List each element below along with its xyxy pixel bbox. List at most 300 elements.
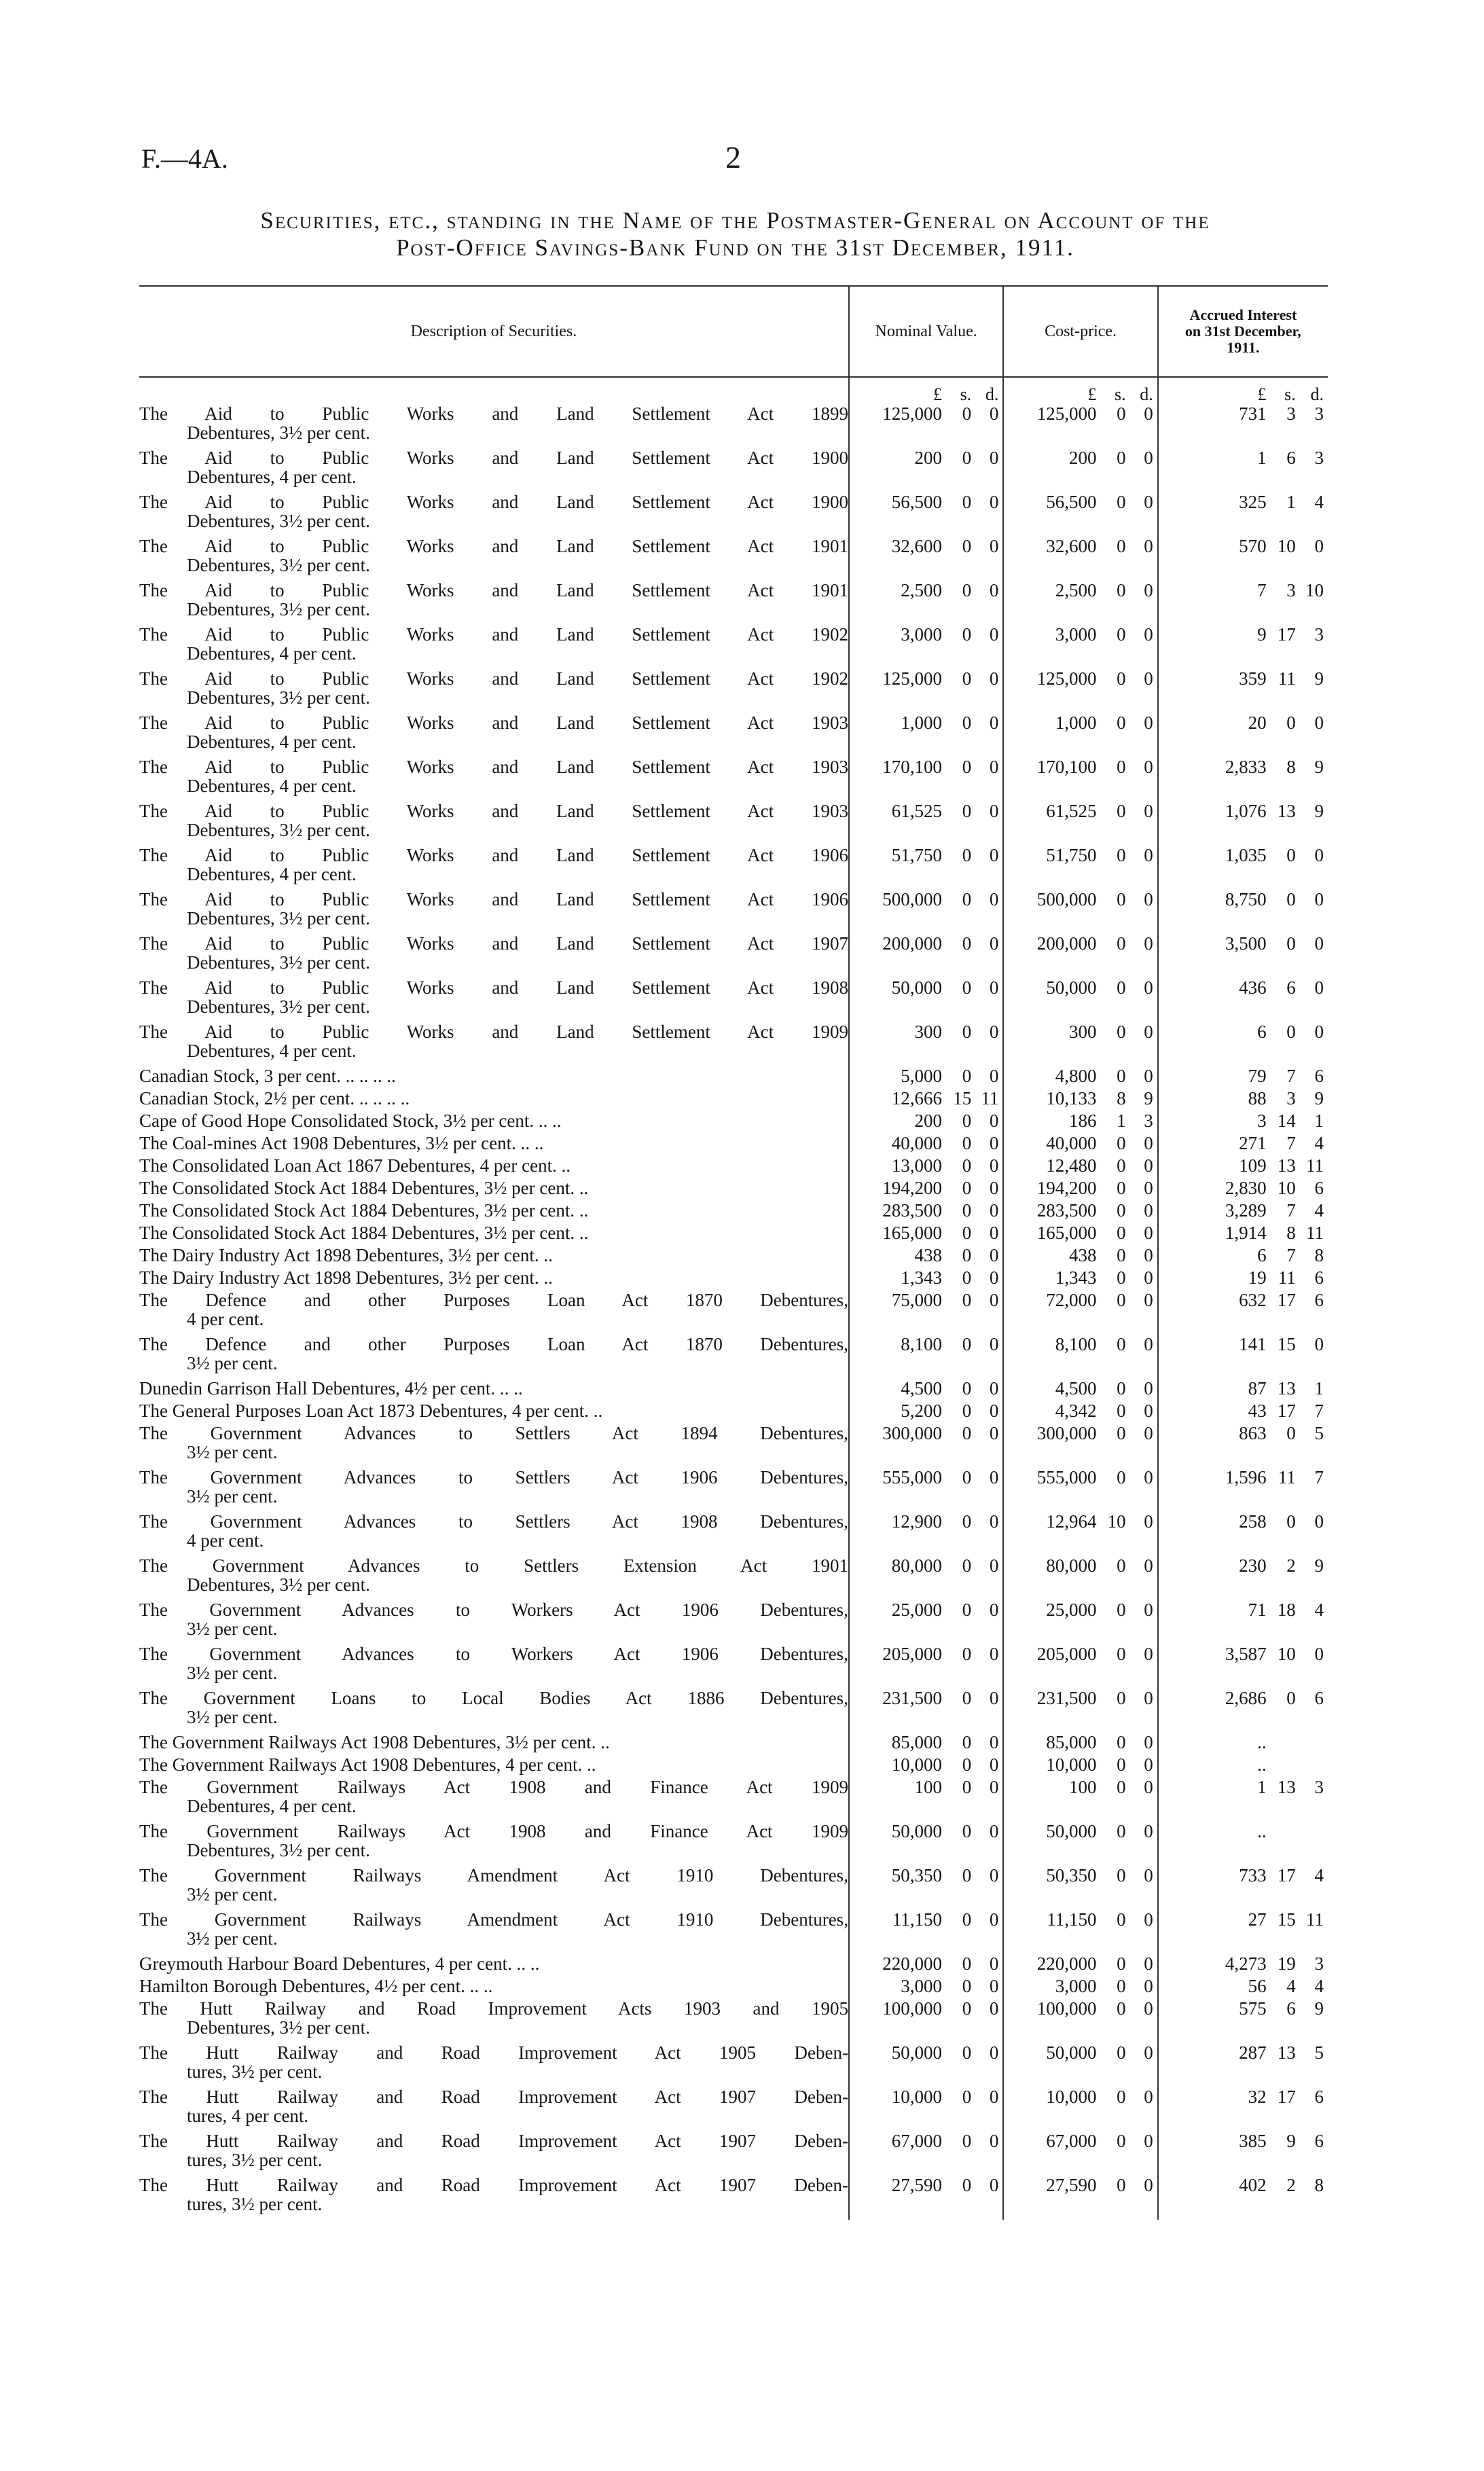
table-row bbox=[139, 713, 1328, 757]
accrued-shillings: 6 bbox=[1286, 448, 1296, 468]
cost-pence: 0 bbox=[1144, 933, 1153, 954]
description-line2: 3½ per cent. bbox=[187, 1442, 278, 1462]
security-description bbox=[139, 537, 849, 581]
accrued-shillings: 7 bbox=[1286, 1133, 1296, 1153]
cost-pounds: 50,000 bbox=[1003, 1822, 1102, 1866]
accrued-shillings: 0 bbox=[1286, 845, 1296, 865]
cost-pence: 0 bbox=[1144, 1976, 1153, 1996]
nominal-shillings: 0 bbox=[962, 977, 972, 998]
nominal-shillings: 0 bbox=[962, 1155, 972, 1176]
nominal-shillings: 0 bbox=[962, 1754, 972, 1775]
nominal-shillings: 0 bbox=[962, 1223, 972, 1243]
table-row bbox=[139, 1066, 1328, 1089]
cost-shillings: 0 bbox=[1117, 977, 1126, 998]
security-description bbox=[139, 492, 849, 537]
cost-shillings: 0 bbox=[1117, 1178, 1126, 1198]
cost-pounds: 3,000 bbox=[1003, 1977, 1102, 1999]
description-line2: Debentures, 3½ per cent. bbox=[187, 555, 370, 575]
cost-pounds: 220,000 bbox=[1003, 1954, 1102, 1977]
nominal-shillings: 0 bbox=[962, 1111, 972, 1131]
accrued-pounds: 1 bbox=[1158, 448, 1272, 492]
nominal-shillings: 0 bbox=[962, 403, 972, 424]
accrued-shillings: 13 bbox=[1277, 2042, 1296, 2063]
table-row bbox=[139, 1644, 1328, 1689]
description-line1: The Hutt Railway and Road Improvement Act 1905 Deben- bbox=[139, 2042, 848, 2063]
table-row bbox=[139, 1556, 1328, 1600]
cost-pounds: 125,000 bbox=[1003, 669, 1102, 713]
accrued-pence: 4 bbox=[1314, 1200, 1324, 1221]
nominal-shillings: 0 bbox=[962, 845, 972, 865]
accrued-shillings bbox=[1272, 1822, 1300, 1866]
cost-pounds: 555,000 bbox=[1003, 1468, 1102, 1512]
nominal-pounds: 1,343 bbox=[849, 1268, 947, 1291]
accrued-shillings: 7 bbox=[1286, 1245, 1296, 1265]
security-description bbox=[139, 404, 849, 448]
cost-pence: 0 bbox=[1144, 1732, 1153, 1752]
accrued-pounds: 6 bbox=[1158, 1246, 1272, 1268]
accrued-shillings: 0 bbox=[1286, 1688, 1296, 1708]
description-line1: The Government Advances to Workers Act 1906 Debentures, bbox=[139, 1644, 848, 1664]
nominal-pounds: 25,000 bbox=[849, 1600, 947, 1644]
table-row bbox=[139, 1268, 1328, 1291]
nominal-shillings: 0 bbox=[962, 1688, 972, 1708]
cost-pounds: 100,000 bbox=[1003, 1999, 1102, 2043]
accrued-pence: 8 bbox=[1314, 1245, 1324, 1265]
header-accrued-line3: 1911. bbox=[1227, 339, 1260, 356]
securities-table bbox=[139, 285, 1328, 2220]
accrued-pounds: 6 bbox=[1158, 1022, 1272, 1066]
nominal-pounds: 32,600 bbox=[849, 537, 947, 581]
nominal-pounds: 5,200 bbox=[849, 1401, 947, 1424]
table-row bbox=[139, 2176, 1328, 2220]
nominal-pence: 0 bbox=[989, 1178, 999, 1198]
description-line1: The Government Railways Act 1908 Debentures, 3½ per cent. .. bbox=[139, 1732, 610, 1752]
description-line2: Debentures, 3½ per cent. bbox=[187, 952, 370, 973]
accrued-shillings: 3 bbox=[1286, 1088, 1296, 1108]
nominal-pence: 0 bbox=[989, 1467, 999, 1487]
cost-pence: 0 bbox=[1144, 1953, 1153, 1974]
nominal-shillings: 0 bbox=[962, 1777, 972, 1797]
accrued-pounds: 2,833 bbox=[1158, 757, 1272, 801]
unit-pound: £ bbox=[1158, 377, 1272, 404]
nominal-shillings: 0 bbox=[962, 1267, 972, 1288]
cost-pence: 0 bbox=[1144, 713, 1153, 733]
table-row bbox=[139, 1201, 1328, 1223]
table-row bbox=[139, 1246, 1328, 1268]
security-description bbox=[139, 1999, 849, 2043]
cost-pence: 0 bbox=[1144, 1267, 1153, 1288]
unit-pence: d. bbox=[1310, 384, 1324, 404]
cost-shillings: 0 bbox=[1117, 580, 1126, 600]
description-line2: Debentures, 4 per cent. bbox=[187, 467, 357, 487]
cost-pounds: 4,342 bbox=[1003, 1401, 1102, 1424]
cost-pounds: 125,000 bbox=[1003, 404, 1102, 448]
nominal-pence: 0 bbox=[989, 1976, 999, 1996]
accrued-shillings: 3 bbox=[1286, 403, 1296, 424]
nominal-shillings: 0 bbox=[962, 801, 972, 821]
security-description bbox=[139, 846, 849, 890]
nominal-shillings: 0 bbox=[962, 624, 972, 645]
table-row bbox=[139, 2087, 1328, 2131]
description-line2: Debentures, 3½ per cent. bbox=[187, 908, 370, 928]
accrued-shillings: 10 bbox=[1277, 1644, 1296, 1664]
table-row bbox=[139, 1424, 1328, 1468]
header-nominal-value: Nominal Value. bbox=[849, 286, 1003, 377]
cost-pence: 0 bbox=[1144, 1600, 1153, 1620]
table-row bbox=[139, 1223, 1328, 1246]
accrued-shillings: 9 bbox=[1286, 2131, 1296, 2151]
accrued-pounds: .. bbox=[1158, 1733, 1272, 1755]
cost-shillings: 0 bbox=[1117, 1644, 1126, 1664]
unit-pence: d. bbox=[985, 384, 999, 404]
cost-pounds: 200,000 bbox=[1003, 934, 1102, 978]
description-line1: The Government Loans to Local Bodies Act 1886 Debentures, bbox=[139, 1688, 848, 1708]
table-row bbox=[139, 669, 1328, 713]
cost-shillings: 0 bbox=[1117, 1600, 1126, 1620]
accrued-pounds: 359 bbox=[1158, 669, 1272, 713]
nominal-pence: 0 bbox=[989, 1688, 999, 1708]
accrued-shillings: 8 bbox=[1286, 757, 1296, 777]
security-description bbox=[139, 1755, 849, 1778]
accrued-pence: 9 bbox=[1314, 1998, 1324, 2019]
accrued-pounds: 1,076 bbox=[1158, 801, 1272, 846]
nominal-pence: 0 bbox=[989, 448, 999, 468]
nominal-pounds: 3,000 bbox=[849, 1977, 947, 1999]
description-line2: 3½ per cent. bbox=[187, 1353, 278, 1373]
security-description bbox=[139, 890, 849, 934]
table-row bbox=[139, 1379, 1328, 1401]
accrued-shillings: 17 bbox=[1277, 624, 1296, 645]
nominal-pence: 0 bbox=[989, 2131, 999, 2151]
table-header-row bbox=[139, 286, 1328, 377]
cost-pounds: 10,000 bbox=[1003, 1755, 1102, 1778]
accrued-shillings: 6 bbox=[1286, 977, 1296, 998]
page-title: Securities, etc., standing in the Name of the Postmaster-General on Account of the bbox=[260, 207, 1210, 234]
description-line1: The Aid to Public Works and Land Settlement Act 1908 bbox=[139, 977, 848, 998]
nominal-shillings: 0 bbox=[962, 1600, 972, 1620]
nominal-pence: 0 bbox=[989, 1998, 999, 2019]
table-row bbox=[139, 1910, 1328, 1954]
accrued-pence bbox=[1300, 1733, 1328, 1755]
table-row bbox=[139, 581, 1328, 625]
nominal-shillings: 0 bbox=[962, 1245, 972, 1265]
accrued-shillings: 0 bbox=[1286, 889, 1296, 909]
cost-shillings: 0 bbox=[1117, 1754, 1126, 1775]
nominal-shillings: 0 bbox=[962, 1378, 972, 1399]
accrued-shillings: 10 bbox=[1277, 1178, 1296, 1198]
security-description bbox=[139, 2087, 849, 2131]
cost-shillings: 0 bbox=[1117, 1378, 1126, 1399]
cost-pounds: 27,590 bbox=[1003, 2176, 1102, 2220]
header-accrued-line2: on 31st December, bbox=[1184, 323, 1301, 340]
description-line1: The Consolidated Loan Act 1867 Debentures, 4 per cent. .. bbox=[139, 1155, 571, 1176]
nominal-pence: 0 bbox=[989, 1865, 999, 1886]
accrued-shillings: 0 bbox=[1286, 933, 1296, 954]
cost-pounds: 1,000 bbox=[1003, 713, 1102, 757]
description-line2: tures, 3½ per cent. bbox=[187, 2194, 323, 2214]
nominal-pounds: 500,000 bbox=[849, 890, 947, 934]
accrued-pence: 4 bbox=[1314, 1133, 1324, 1153]
cost-shillings: 0 bbox=[1117, 2175, 1126, 2195]
table-row bbox=[139, 2131, 1328, 2176]
accrued-shillings: 0 bbox=[1286, 1022, 1296, 1042]
accrued-pence: 0 bbox=[1314, 713, 1324, 733]
cost-shillings: 0 bbox=[1117, 1334, 1126, 1354]
security-description bbox=[139, 1379, 849, 1401]
nominal-shillings: 0 bbox=[962, 492, 972, 512]
nominal-pence: 0 bbox=[989, 1511, 999, 1532]
security-description bbox=[139, 1268, 849, 1291]
cost-pence: 0 bbox=[1144, 1378, 1153, 1399]
accrued-shillings: 6 bbox=[1286, 1998, 1296, 2019]
description-line2: Debentures, 3½ per cent. bbox=[187, 422, 370, 443]
description-line2: 4 per cent. bbox=[187, 1530, 264, 1551]
cost-shillings: 0 bbox=[1117, 845, 1126, 865]
cost-shillings: 0 bbox=[1117, 1467, 1126, 1487]
accrued-shillings: 17 bbox=[1277, 1865, 1296, 1886]
description-line2: 3½ per cent. bbox=[187, 1486, 278, 1507]
unit-shillings: s. bbox=[1114, 384, 1126, 404]
nominal-pounds: 50,000 bbox=[849, 978, 947, 1022]
cost-shillings: 0 bbox=[1117, 1401, 1126, 1421]
accrued-pounds: 1,914 bbox=[1158, 1223, 1272, 1246]
accrued-pounds: 1,035 bbox=[1158, 846, 1272, 890]
table-row bbox=[139, 1022, 1328, 1066]
cost-pence: 0 bbox=[1144, 1423, 1153, 1443]
cost-shillings: 0 bbox=[1117, 492, 1126, 512]
accrued-pence: 11 bbox=[1306, 1223, 1324, 1243]
nominal-pence: 0 bbox=[989, 1821, 999, 1841]
nominal-pence: 0 bbox=[989, 933, 999, 954]
cost-pence: 0 bbox=[1144, 1245, 1153, 1265]
security-description bbox=[139, 1556, 849, 1600]
nominal-pounds: 50,000 bbox=[849, 2043, 947, 2087]
cost-pence: 0 bbox=[1144, 2175, 1153, 2195]
table-row bbox=[139, 757, 1328, 801]
cost-shillings: 0 bbox=[1117, 1267, 1126, 1288]
security-description bbox=[139, 1291, 849, 1335]
nominal-pence: 11 bbox=[981, 1088, 999, 1108]
accrued-shillings: 11 bbox=[1278, 1467, 1296, 1487]
nominal-pence: 0 bbox=[989, 713, 999, 733]
security-description bbox=[139, 1600, 849, 1644]
description-line1: The Defence and other Purposes Loan Act 1870 Debentures, bbox=[139, 1334, 848, 1354]
cost-pence: 0 bbox=[1144, 1178, 1153, 1198]
nominal-pounds: 67,000 bbox=[849, 2131, 947, 2176]
description-line1: The General Purposes Loan Act 1873 Debentures, 4 per cent. .. bbox=[139, 1401, 603, 1421]
nominal-shillings: 0 bbox=[962, 2042, 972, 2063]
nominal-pounds: 12,666 bbox=[849, 1089, 947, 1111]
cost-shillings: 0 bbox=[1117, 1066, 1126, 1086]
accrued-pounds: 575 bbox=[1158, 1999, 1272, 2043]
unit-pound: £ bbox=[849, 377, 947, 404]
nominal-shillings: 0 bbox=[962, 713, 972, 733]
cost-pounds: 8,100 bbox=[1003, 1335, 1102, 1379]
security-description bbox=[139, 934, 849, 978]
nominal-pounds: 50,000 bbox=[849, 1822, 947, 1866]
cost-shillings: 0 bbox=[1117, 536, 1126, 556]
cost-pounds: 12,964 bbox=[1003, 1512, 1102, 1556]
table-row bbox=[139, 1512, 1328, 1556]
table-row bbox=[139, 448, 1328, 492]
nominal-pence: 0 bbox=[989, 1022, 999, 1042]
description-line2: Debentures, 4 per cent. bbox=[187, 864, 357, 884]
accrued-pounds: 71 bbox=[1158, 1600, 1272, 1644]
nominal-shillings: 0 bbox=[962, 1555, 972, 1576]
accrued-pence: 9 bbox=[1314, 801, 1324, 821]
nominal-pounds: 50,350 bbox=[849, 1866, 947, 1910]
cost-pounds: 500,000 bbox=[1003, 890, 1102, 934]
table-row bbox=[139, 1778, 1328, 1822]
nominal-pounds: 200 bbox=[849, 1111, 947, 1134]
nominal-pence: 0 bbox=[989, 1267, 999, 1288]
accrued-pounds: 56 bbox=[1158, 1977, 1272, 1999]
description-line1: The Aid to Public Works and Land Settlement Act 1907 bbox=[139, 933, 848, 954]
cost-pence: 0 bbox=[1144, 580, 1153, 600]
accrued-pence: 7 bbox=[1314, 1401, 1324, 1421]
nominal-pence: 0 bbox=[989, 2175, 999, 2195]
accrued-shillings: 13 bbox=[1277, 1155, 1296, 1176]
cost-shillings: 0 bbox=[1117, 1732, 1126, 1752]
accrued-pounds: 141 bbox=[1158, 1335, 1272, 1379]
accrued-pounds: 570 bbox=[1158, 537, 1272, 581]
security-description bbox=[139, 1223, 849, 1246]
security-description bbox=[139, 978, 849, 1022]
nominal-pence: 0 bbox=[989, 889, 999, 909]
nominal-pounds: 2,500 bbox=[849, 581, 947, 625]
cost-pounds: 25,000 bbox=[1003, 1600, 1102, 1644]
nominal-pence: 0 bbox=[989, 1644, 999, 1664]
nominal-pounds: 40,000 bbox=[849, 1134, 947, 1156]
unit-shillings: s. bbox=[960, 384, 972, 404]
description-line1: The Aid to Public Works and Land Settlement Act 1902 bbox=[139, 668, 848, 689]
accrued-pence: 3 bbox=[1314, 624, 1324, 645]
accrued-shillings: 14 bbox=[1277, 1111, 1296, 1131]
cost-pounds: 438 bbox=[1003, 1246, 1102, 1268]
header-description: Description of Securities. bbox=[139, 286, 849, 377]
table-row bbox=[139, 1291, 1328, 1335]
nominal-pence: 0 bbox=[989, 1953, 999, 1974]
security-description bbox=[139, 1178, 849, 1201]
security-description bbox=[139, 1246, 849, 1268]
nominal-pounds: 300,000 bbox=[849, 1424, 947, 1468]
cost-shillings: 0 bbox=[1117, 1821, 1126, 1841]
table-row bbox=[139, 492, 1328, 537]
cost-pence: 0 bbox=[1144, 1555, 1153, 1576]
nominal-pence: 0 bbox=[989, 492, 999, 512]
accrued-pence: 0 bbox=[1314, 1334, 1324, 1354]
cost-shillings: 0 bbox=[1117, 1865, 1126, 1886]
table-row bbox=[139, 1866, 1328, 1910]
nominal-pence: 0 bbox=[989, 977, 999, 998]
accrued-pence: 9 bbox=[1314, 1088, 1324, 1108]
description-line2: Debentures, 4 per cent. bbox=[187, 1041, 357, 1061]
nominal-shillings: 0 bbox=[962, 1998, 972, 2019]
accrued-pence: 4 bbox=[1314, 1865, 1324, 1886]
description-line2: 3½ per cent. bbox=[187, 1884, 278, 1905]
cost-pence: 0 bbox=[1144, 1511, 1153, 1532]
security-description bbox=[139, 581, 849, 625]
security-description bbox=[139, 625, 849, 669]
cost-pence: 0 bbox=[1144, 1155, 1153, 1176]
nominal-pence: 0 bbox=[989, 1334, 999, 1354]
cost-pounds: 51,750 bbox=[1003, 846, 1102, 890]
description-line1: The Government Railways Act 1908 and Finance Act 1909 bbox=[139, 1777, 848, 1797]
cost-pounds: 165,000 bbox=[1003, 1223, 1102, 1246]
table-row bbox=[139, 1468, 1328, 1512]
description-line1: The Dairy Industry Act 1898 Debentures, 3½ per cent. .. bbox=[139, 1245, 553, 1265]
security-description bbox=[139, 1156, 849, 1178]
cost-pounds: 50,000 bbox=[1003, 978, 1102, 1022]
nominal-pence: 0 bbox=[989, 1245, 999, 1265]
cost-pence: 0 bbox=[1144, 1290, 1153, 1310]
accrued-pence: 9 bbox=[1314, 1555, 1324, 1576]
description-line1: The Government Advances to Settlers Act 1906 Debentures, bbox=[139, 1467, 848, 1487]
table-row bbox=[139, 1111, 1328, 1134]
security-description bbox=[139, 669, 849, 713]
description-line1: The Hutt Railway and Road Improvement Act 1907 Deben- bbox=[139, 2087, 848, 2107]
description-line1: The Government Railways Act 1908 Debentures, 4 per cent. .. bbox=[139, 1754, 596, 1775]
description-line1: Canadian Stock, 3 per cent. .. .. .. .. bbox=[139, 1066, 396, 1086]
nominal-shillings: 0 bbox=[962, 1821, 972, 1841]
table-row bbox=[139, 1401, 1328, 1424]
accrued-shillings: 11 bbox=[1278, 1267, 1296, 1288]
cost-shillings: 0 bbox=[1117, 1777, 1126, 1797]
description-line1: The Defence and other Purposes Loan Act 1870 Debentures, bbox=[139, 1290, 848, 1310]
cost-pence: 9 bbox=[1144, 1088, 1153, 1108]
table-row bbox=[139, 537, 1328, 581]
accrued-pounds: 287 bbox=[1158, 2043, 1272, 2087]
accrued-pounds: 27 bbox=[1158, 1910, 1272, 1954]
cost-pence: 0 bbox=[1144, 977, 1153, 998]
cost-pence: 0 bbox=[1144, 1644, 1153, 1664]
nominal-pounds: 75,000 bbox=[849, 1291, 947, 1335]
description-line1: The Aid to Public Works and Land Settlement Act 1909 bbox=[139, 1022, 848, 1042]
cost-pounds: 283,500 bbox=[1003, 1201, 1102, 1223]
nominal-pounds: 61,525 bbox=[849, 801, 947, 846]
unit-pound: £ bbox=[1003, 377, 1102, 404]
nominal-pounds: 4,500 bbox=[849, 1379, 947, 1401]
accrued-pounds: 1,596 bbox=[1158, 1468, 1272, 1512]
accrued-pounds: 733 bbox=[1158, 1866, 1272, 1910]
nominal-shillings: 0 bbox=[962, 2131, 972, 2151]
description-line2: Debentures, 3½ per cent. bbox=[187, 996, 370, 1017]
description-line2: 4 per cent. bbox=[187, 1309, 264, 1329]
nominal-shillings: 0 bbox=[962, 933, 972, 954]
description-line2: Debentures, 3½ per cent. bbox=[187, 687, 370, 708]
accrued-pence: 6 bbox=[1314, 1066, 1324, 1086]
table-row bbox=[139, 625, 1328, 669]
description-line1: The Government Advances to Settlers Extension Act 1901 bbox=[139, 1555, 848, 1576]
cost-pounds: 300 bbox=[1003, 1022, 1102, 1066]
description-line1: Cape of Good Hope Consolidated Stock, 3½ per cent. .. .. bbox=[139, 1111, 562, 1131]
cost-pence: 0 bbox=[1144, 1998, 1153, 2019]
nominal-shillings: 0 bbox=[962, 1976, 972, 1996]
accrued-pence: 0 bbox=[1314, 845, 1324, 865]
security-description bbox=[139, 1822, 849, 1866]
accrued-pence: 0 bbox=[1314, 1511, 1324, 1532]
cost-pence: 0 bbox=[1144, 2042, 1153, 2063]
description-line1: The Aid to Public Works and Land Settlement Act 1906 bbox=[139, 845, 848, 865]
description-line1: Hamilton Borough Debentures, 4½ per cent. .. .. bbox=[139, 1976, 493, 1996]
security-description bbox=[139, 1022, 849, 1066]
nominal-shillings: 0 bbox=[962, 1732, 972, 1752]
accrued-shillings: 17 bbox=[1277, 1401, 1296, 1421]
nominal-pounds: 51,750 bbox=[849, 846, 947, 890]
table-row bbox=[139, 1089, 1328, 1111]
description-line1: Dunedin Garrison Hall Debentures, 4½ per cent. .. .. bbox=[139, 1378, 523, 1399]
accrued-pounds: 731 bbox=[1158, 404, 1272, 448]
